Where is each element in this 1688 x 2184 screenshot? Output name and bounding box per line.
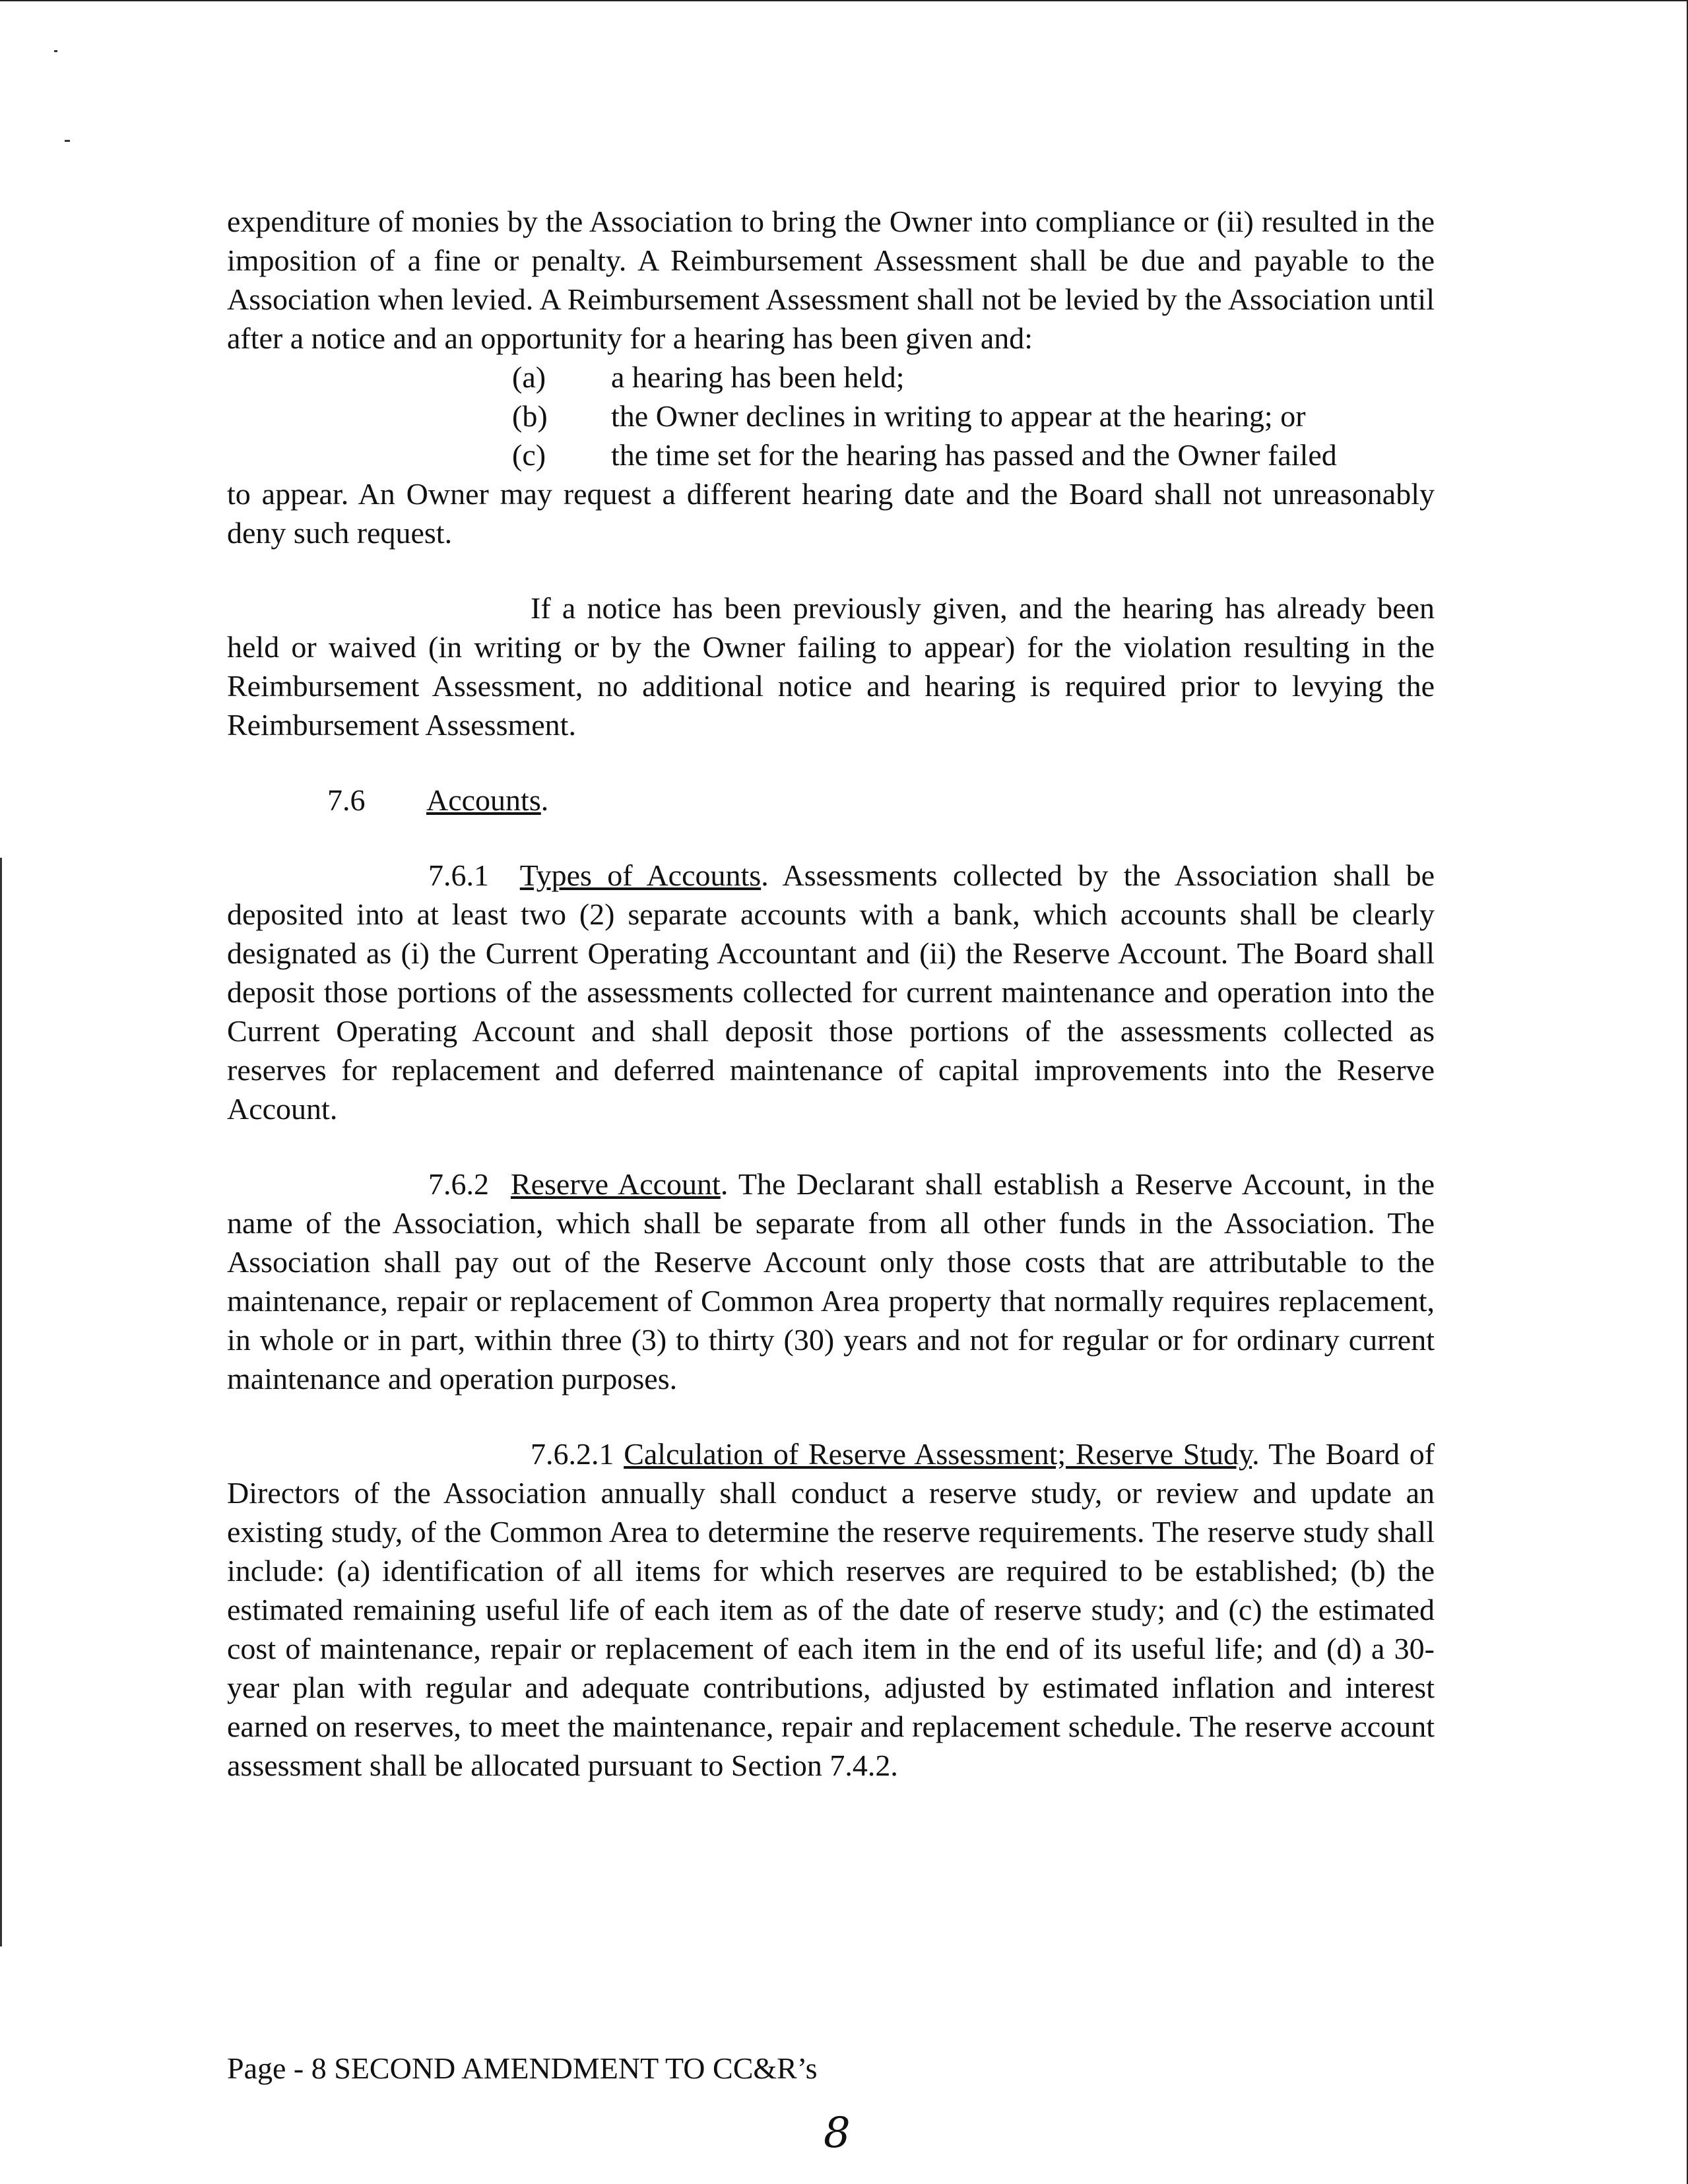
handwritten-page-number: 8 <box>824 2109 851 2158</box>
list-label: (a) <box>512 360 546 394</box>
scan-edge-mark <box>0 858 2 1946</box>
section-text: . Assessments collected by the Association shall be deposited into at least two (2) separate accounts with a bank, which accounts shall be clearly designated as (i) the Current Operating Accountant and (ii) the Reserve Account. The Board shall deposit those portions of the assessments collected for current maintenance and operation into the Current Operating Account and shall deposit those portions of the assessments collected as reserves for replacement and deferred maintenance of capital improvements into the Reserve Account. <box>227 858 1435 1126</box>
section-heading-7-6 <box>227 781 1435 819</box>
list-item <box>227 397 1435 435</box>
section-text: . The Board of Directors of the Association annually shall conduct a reserve study, or review and update an existing study, of the Common Area to determine the reserve requirements. The reserve study shall include: (a) identification of all items for which reserves are required to be established; (b) the estimated remaining useful life of each item as of the date of reserve study; and (c) the estimated cost of maintenance, repair or replacement of each item in the end of its useful life; and (d) a 30-year plan with regular and adequate contributions, adjusted by estimated inflation and interest earned on reserves, to meet the maintenance, repair and replacement schedule. The reserve account assessment shall be allocated pursuant to Section 7.4.2. <box>227 1437 1435 1782</box>
section-number: 7.6.2 <box>428 1167 489 1201</box>
section-7-6-2 <box>227 1165 1435 1398</box>
list-text: the time set for the hearing has passed and the Owner failed <box>611 438 1337 472</box>
section-number: 7.6 <box>327 783 366 817</box>
section-title: Accounts <box>426 783 541 817</box>
paragraph-prior-notice: If a notice has been previously given, and the hearing has already been held or waived (in writing or by the Owner failing to appear) for the violation resulting in the Reimbursement Assessment, no additional notice and hearing is required prior to levying the Reimbursement Assessment. <box>227 591 1435 742</box>
page-footer: Page - 8 SECOND AMENDMENT TO CC&R’s <box>227 2051 818 2085</box>
list-item <box>227 358 1435 397</box>
document-body <box>227 202 1435 1785</box>
section-number: 7.6.1 <box>428 858 489 892</box>
paragraph-reimbursement: expenditure of monies by the Association to bring the Owner into compliance or (ii) resulted in the imposition of a fine or penalty. A Reimbursement Assessment shall be due and payable to the Association when levied. A Reimbursement Assessment shall not be levied by the Association until after a notice and an opportunity for a hearing has been given and: <box>227 205 1435 355</box>
section-title-punct: . <box>540 783 549 817</box>
section-7-6-2-1 <box>227 1434 1435 1785</box>
list-label: (b) <box>512 399 548 433</box>
section-7-6-1 <box>227 856 1435 1128</box>
list-label: (c) <box>512 438 546 472</box>
scan-speck <box>54 50 57 52</box>
section-title: Reserve Account <box>510 1167 721 1201</box>
paragraph-hearing-continuation: to appear. An Owner may request a different hearing date and the Board shall not unreasonably deny such request. <box>227 477 1435 550</box>
list-item <box>227 435 1435 474</box>
list-text: a hearing has been held; <box>611 360 905 394</box>
list-text: the Owner declines in writing to appear at the hearing; or <box>611 399 1306 433</box>
section-title: Types of Accounts <box>519 858 762 892</box>
section-text: . The Declarant shall establish a Reserve Account, in the name of the Association, which shall be separate from all other funds in the Association. The Association shall pay out of the Reserve Account only those costs that are attributable to the maintenance, repair or replacement of Common Area property that normally requires replacement, in whole or in part, within three (3) to thirty (30) years and not for regular or for ordinary current maintenance and operation purposes. <box>227 1167 1435 1396</box>
scan-speck <box>65 140 70 142</box>
section-number: 7.6.2.1 <box>531 1437 614 1471</box>
section-title: Calculation of Reserve Assessment; Reserve Study <box>624 1437 1252 1471</box>
hearing-conditions-list <box>227 358 1435 474</box>
